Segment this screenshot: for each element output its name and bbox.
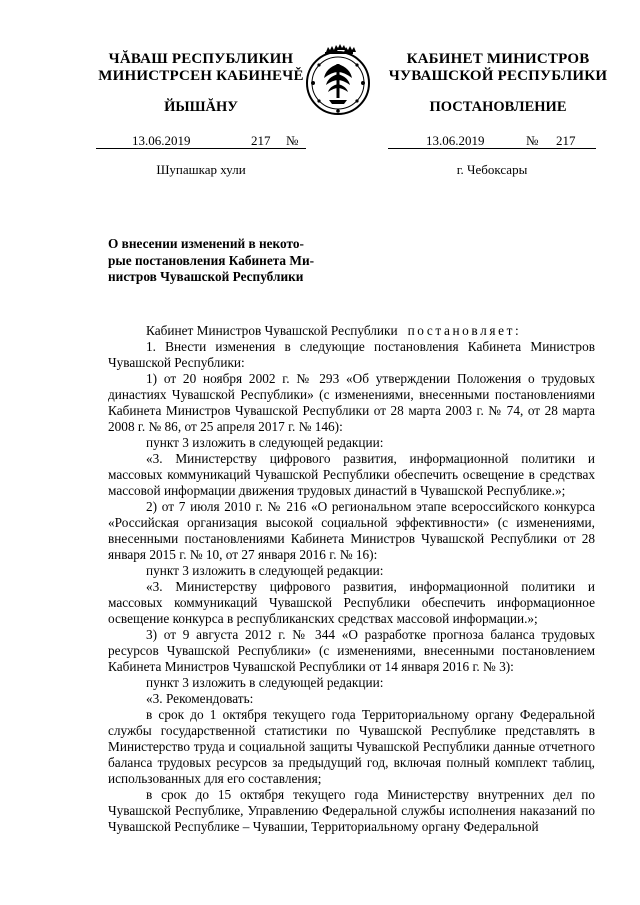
body-paragraph: 1) от 20 ноября 2002 г. № 293 «Об утверждении Положения о трудовых династиях Чувашской Республики» (с изменениями, внесенными постановлениями Кабинета Министров Чувашской Республики от 28 марта 2003 г. № 74, от 28 марта 2008 г. № 86, от 25 апреля 2017 г. № 146): (108, 371, 595, 434)
left-doc-type: ЙЫШĂНУ (164, 99, 238, 115)
left-header-title (96, 51, 306, 85)
body-paragraph: 3) от 9 августа 2012 г. № 344 «О разработке прогноза баланса трудовых ресурсов Чувашской Республики» (с изменениями, внесенными постановлением Кабинета Министров Чувашской Республики от 14 января 2016 г. № 3): (108, 627, 595, 674)
left-number-sign: № (286, 133, 299, 148)
right-header-title (388, 51, 608, 85)
right-place: г. Чебоксары (456, 162, 528, 177)
right-date: 13.06.2019 (426, 133, 485, 148)
left-place: Шупашкар хули (156, 162, 246, 177)
right-header-line1: КАБИНЕТ МИНИСТРОВ (406, 51, 590, 67)
document-subject (108, 236, 338, 286)
intro-spaced-verb: постановляет: (407, 323, 522, 338)
right-number: 217 (556, 133, 576, 148)
body-paragraph: «3. Рекомендовать: (146, 691, 254, 706)
body-paragraph: «3. Министерству цифрового развития, информационной политики и массовых коммуникаций Чувашской Республики обеспечить освещение в средствах массовой информации движения трудовых династий в Чувашской Республике.»; (108, 451, 595, 498)
body-paragraph: «3. Министерству цифрового развития, информационной политики и массовых коммуникаций Чувашской Республики обеспечить информационное освещение конкурса в республиканских средствах массовой информации.»; (108, 579, 595, 626)
body-paragraph: пункт 3 изложить в следующей редакции: (146, 563, 384, 578)
body-paragraph: пункт 3 изложить в следующей редакции: (146, 675, 384, 690)
body-paragraph: пункт 3 изложить в следующей редакции: (146, 435, 384, 450)
document-body (108, 323, 595, 835)
left-date-number-line (96, 133, 306, 149)
emblem-icon (299, 38, 377, 120)
subject-line3: нистров Чувашской Республики (108, 269, 304, 284)
intro-paragraph (108, 323, 595, 339)
left-number: 217 (251, 133, 271, 148)
subject-line2: рые постановления Кабинета Ми- (108, 252, 315, 268)
body-paragraph: в срок до 1 октября текущего года Территориальному органу Федеральной службы государственной статистики по Чувашской Республике представлять в Министерство труда и социальной защиты Чувашской Республики данные отчетного баланса трудовых ресурсов за предыдущий год, включая полный комплект таблиц, использованных для его составления; (108, 707, 595, 786)
left-header-line1: ЧĂВАШ РЕСПУБЛИКИН (108, 51, 294, 67)
intro-text: Кабинет Министров Чувашской Республики (146, 323, 398, 338)
left-date: 13.06.2019 (132, 133, 191, 148)
body-paragraph: в срок до 15 октября текущего года Министерству внутренних дел по Чувашской Республике, Управлению Федеральной службы исполнения наказаний по Чувашской Республике – Чувашии, Территориальному органу Федеральной (108, 787, 595, 834)
right-number-sign: № (526, 133, 539, 148)
left-header-line2: МИНИСТРСЕН КАБИНЕЧĚ (98, 68, 304, 84)
body-paragraph: 2) от 7 июля 2010 г. № 216 «О региональном этапе всероссийского конкурса «Российская организация высокой социальной эффективности» (с изменениями, внесенными постановлениями Кабинета Министров Чувашской Республики от 28 января 2015 г. № 10, от 27 января 2016 г. № 16): (108, 499, 595, 562)
body-paragraph: 1. Внести изменения в следующие постановления Кабинета Министров Чувашской Республики: (108, 339, 595, 370)
right-header-line2: ЧУВАШСКОЙ РЕСПУБЛИКИ (388, 68, 608, 84)
right-doc-type: ПОСТАНОВЛЕНИЕ (429, 99, 567, 115)
coat-of-arms-emblem (299, 38, 377, 120)
right-date-number-line (388, 133, 596, 149)
subject-line1: О внесении изменений в некото- (108, 236, 304, 251)
